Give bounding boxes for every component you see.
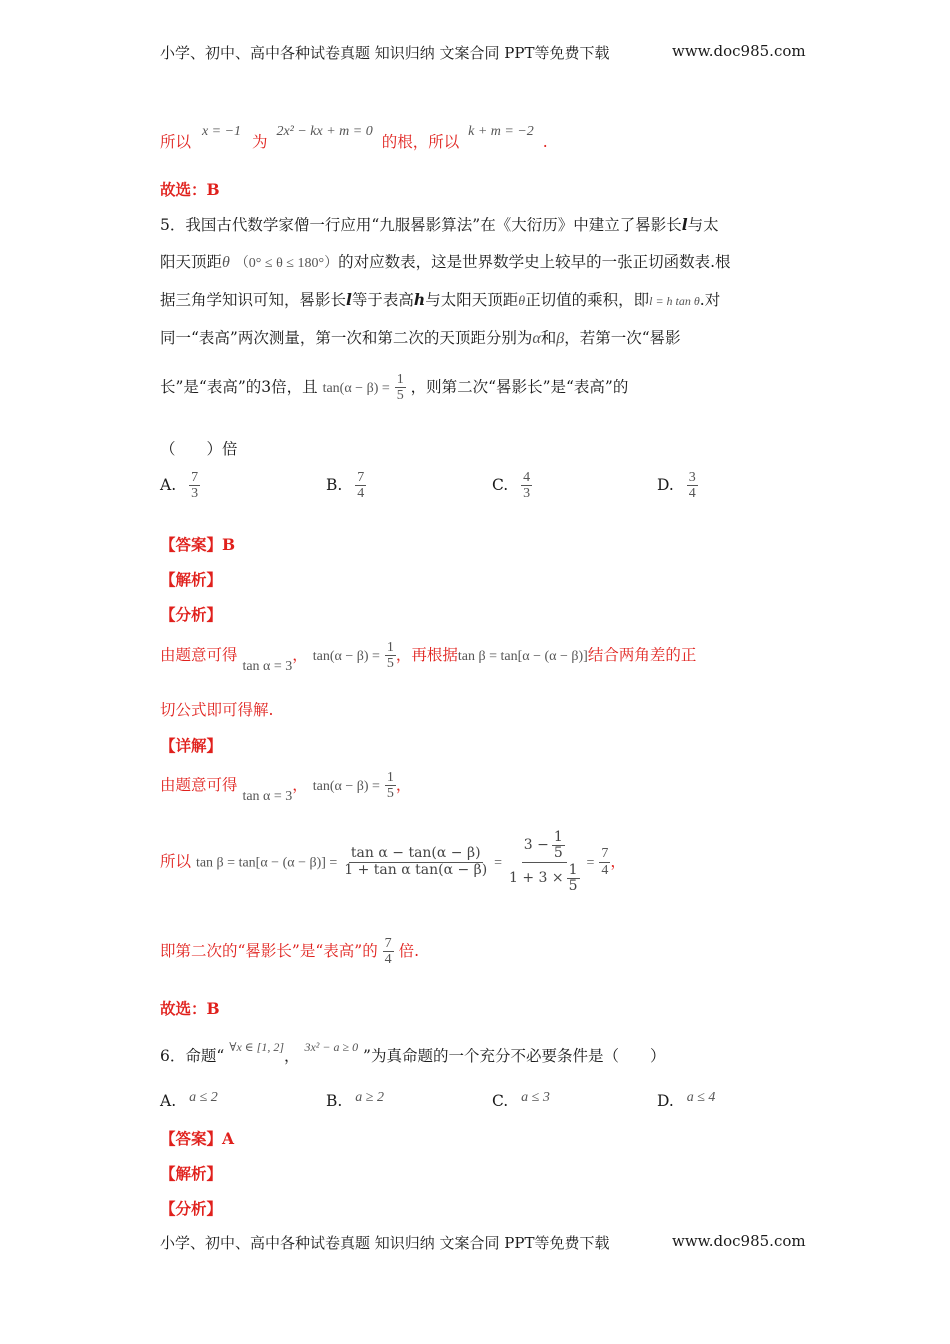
q6-line1: 6．命题“ $^{\forall x \in [1, 2]}$， $^{3x^2 - a \ge 0}$ ”为真命题的一个充分不必要条件是（ ） [160,1040,666,1065]
q5-jiexi: 【解析】 [160,570,223,589]
q6-fenxi: 【分析】 [160,1199,223,1218]
q5-analysis-line2: 切公式即可得解. [160,701,274,719]
q5-line5: 长”是“表高”的3倍，且 tan(α − β) = $\frac{1}{5}$ ，则第二次“晷影长”是“表高”的 [160,372,629,404]
prev-line: 所以 x = −1 为 2x² − kx + m = 0 的根，所以 k + m = −2 . [160,124,548,151]
q5-xiangjie: 【详解】 [160,736,223,755]
q5-option-b[interactable]: B. $\frac{7}{4}$ [326,470,365,502]
q6-option-a[interactable]: A. a ≤ 2 [160,1090,218,1110]
q5-line6: （ ）倍 [160,440,238,458]
page-header-left: 小学、初中、高中各种试卷真题 知识归纳 文案合同 PPT等免费下载 [160,44,610,62]
q5-detail-line1: 由题意可得 tan α = 3， tan(α − β) = $\frac{1}{5}$ ， [160,770,412,804]
page-footer-right: www.doc985.com [672,1232,806,1250]
q5-line4: 同一“表高”两次测量，第一次和第二次的天顶距分别为α和β，若第一次“晷影 [160,329,681,347]
page-header-right: www.doc985.com [672,42,806,60]
q5-detail-line3: 即第二次的“晷影长”是“表高”的 $\frac{7}{4}$ 倍. [160,936,420,968]
q5-fenxi: 【分析】 [160,605,223,624]
q5-option-a[interactable]: A. $\frac{7}{3}$ [160,470,199,502]
q5-line1: 5．我国古代数学家僧一行应用“九服晷影算法”在《大衍历》中建立了晷影长l与太 [160,215,719,234]
q6-jiexi: 【解析】 [160,1164,223,1183]
q6-option-d[interactable]: D. a ≤ 4 [657,1090,716,1110]
q5-line3: 据三角学知识可知，晷影长l等于表高h与太阳天顶距θ正切值的乘积，即l = h tan θ.对 [160,290,721,309]
q5-detail-line2: 所以 tan β = tan[α − (α − β)] = $\frac{\text{tan α − tan(α − β)}}{\text{1 + tan α tan(α − β)}}$ = 3 − $\frac{1}{5}$ 1 + 3 × $\frac{1}{5}$ = $\frac{7}{4}$ ， [160,829,626,895]
q5-line2: 阳天顶距θ （0° ≤ θ ≤ 180°）的对应数表，这是世界数学史上较早的一张正切函数表.根 [160,253,731,271]
q5-choice: 故选：B [160,999,220,1018]
q5-option-d[interactable]: D. $\frac{3}{4}$ [657,470,696,502]
q6-option-c[interactable]: C. a ≤ 3 [492,1090,550,1110]
q5-analysis-line1: 由题意可得 tan α = 3， tan(α − β) = $\frac{1}{5}$ ，再根据tan β = tan[α − (α − β)]结合两角差的正 [160,640,697,674]
page-footer-left: 小学、初中、高中各种试卷真题 知识归纳 文案合同 PPT等免费下载 [160,1234,610,1252]
prev-choice: 故选：B [160,180,220,199]
q6-option-b[interactable]: B. a ≥ 2 [326,1090,384,1110]
q5-answer: 【答案】B [160,535,236,554]
q6-answer: 【答案】A [160,1129,235,1148]
q5-option-c[interactable]: C. $\frac{4}{3}$ [492,470,531,502]
